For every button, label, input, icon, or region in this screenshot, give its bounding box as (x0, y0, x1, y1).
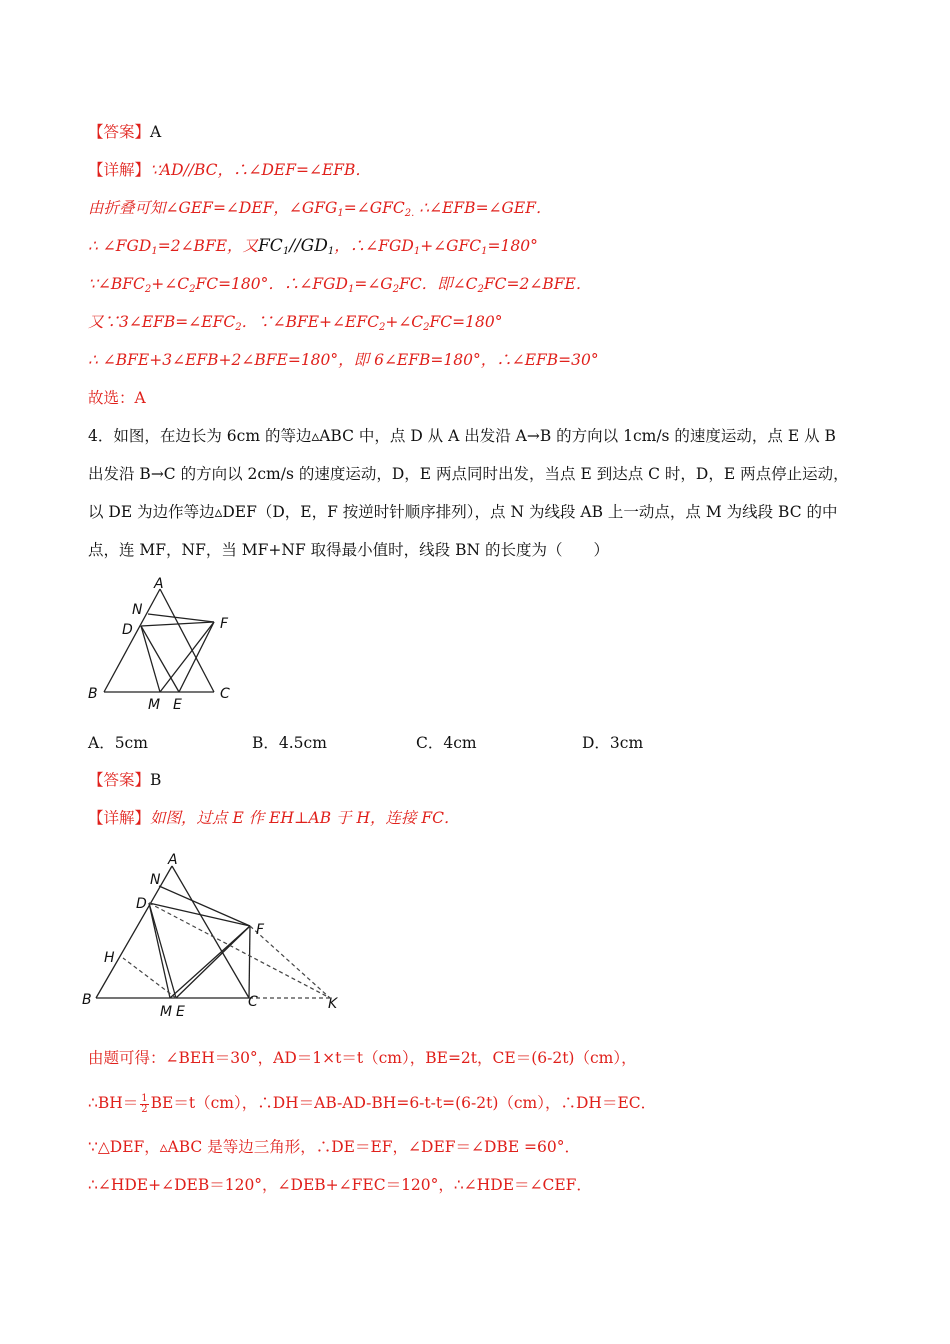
label-B: B (82, 992, 92, 1008)
label-C: C (220, 686, 230, 702)
label-E: E (176, 1004, 185, 1020)
segment-DE (141, 626, 179, 692)
q4-step-1: 由题可得：∠BEH＝30°，AD＝1×t＝t（cm），BE=2t，CE＝(6-2t)（cm）， (88, 1049, 637, 1067)
segment-AB (96, 866, 172, 998)
answer-label: 【答案】 (88, 123, 151, 141)
q4-step-3: ∵△DEF，▵ABC 是等边三角形，∴DE＝EF，∠DEF＝∠DBE =60°． (88, 1138, 581, 1156)
q3-detail-line-3: ∴ $\angle FGD_1=2\angle BFE$，又$FC_1//GD_1$，$\therefore\angle FGD_1+\angle GFC_1=180^\circ$ (88, 236, 538, 257)
segment-DF (149, 903, 250, 926)
q4-step-2: ∴BH＝ $\frac{1}{2}$ BE＝t（cm），∴DH＝AB-AD-BH=6-t-t=(6-2t)（cm），∴DH＝EC． (88, 1092, 657, 1115)
q3-detail-line-2: 由折叠可知∠GEF=∠DEF，$\angle GFG_1=\angle GFC_{2.}$ ∴∠EFB=∠GEF． (88, 199, 552, 219)
answer-value: B (150, 771, 162, 789)
q4-figure-2 (80, 846, 350, 1026)
label-M: M (160, 1004, 173, 1020)
label-M: M (148, 697, 161, 713)
label-D: D (136, 896, 147, 912)
option-a[interactable]: A．5cm (88, 734, 148, 752)
q4-stem-line-2: 出发沿 B→C 的方向以 2cm/s 的速度运动，D，E 两点同时出发，当点 E 到达点 C 时，D，E 两点停止运动， (88, 465, 849, 483)
option-b[interactable]: B．4.5cm (252, 734, 327, 752)
answer-label: 【答案】 (88, 771, 151, 789)
q4-detail-intro: 【详解】如图，过点 E 作 EH⊥AB 于 H，连接 FC． (88, 809, 460, 827)
dashed-EH (123, 958, 176, 998)
q3-answer (88, 121, 161, 143)
q4-step-4: ∴∠HDE+∠DEB＝120°，∠DEB+∠FEC＝120°，∴∠HDE＝∠CEF． (88, 1176, 592, 1194)
segment-MF (170, 926, 250, 998)
label-D: D (122, 622, 133, 638)
q4-stem-line-4: 点，连 MF，NF，当 MF+NF 取得最小值时，线段 BN 的长度为（ ） (88, 541, 609, 559)
q3-detail-line-1: 【详解】∵AD//BC，∴∠DEF=∠EFB． (88, 161, 371, 179)
label-B: B (88, 686, 98, 702)
q3-detail-line-4: $\because\angle BFC_2+\angle C_2FC=180^\circ$．$\therefore\angle FGD_1=\angle G_2FC$．即$\angle C_2FC=2\angle BFE$． (88, 275, 592, 295)
segment-DE (149, 903, 176, 998)
segment-NF (159, 886, 250, 926)
q4-figure-1 (80, 576, 250, 716)
option-d[interactable]: D．3cm (582, 734, 644, 752)
fraction-one-half: $\frac{1}{2}$ (141, 1092, 148, 1115)
label-C: C (248, 994, 258, 1010)
q3-choice: 故选：A (88, 389, 146, 407)
q4-stem-line-1: 4．如图，在边长为 6cm 的等边▵ABC 中，点 D 从 A 出发沿 A→B 的方向以 1cm/s 的速度运动，点 E 从 B (88, 427, 836, 445)
dashed-DK (149, 903, 330, 998)
label-N: N (150, 872, 161, 888)
q4-stem-line-3: 以 DE 为边作等边▵DEF（D，E，F 按逆时针顺序排列），点 N 为线段 AB 上一动点，点 M 为线段 BC 的中 (88, 503, 838, 521)
label-N: N (132, 602, 143, 618)
option-c[interactable]: C．4cm (416, 734, 477, 752)
label-F: F (220, 616, 229, 632)
label-F: F (256, 922, 265, 938)
detail-label: 【详解】 (88, 809, 151, 827)
segment-NF (148, 614, 214, 622)
segment-FC (249, 926, 250, 998)
q3-detail-line-5: 又$\because 3\angle EFB=\angle EFC_2$．$\because\angle BFE+\angle EFC_2+\angle C_2FC=180^\circ$ (88, 313, 503, 333)
answer-value: A (150, 123, 162, 141)
label-A: A (154, 576, 164, 592)
label-E: E (173, 697, 182, 713)
segment-MF (160, 622, 214, 692)
q3-detail-line-6: ∴ ∠BFE+3∠EFB+2∠BFE=180°，即 6∠EFB=180°，∴∠EFB=30° (88, 351, 599, 369)
segment-DM (141, 626, 160, 692)
detail-label: 【详解】 (88, 161, 151, 179)
q4-answer (88, 769, 161, 791)
label-H: H (104, 950, 115, 966)
label-A: A (168, 852, 178, 868)
segment-AC (172, 866, 249, 998)
label-K: K (328, 996, 338, 1012)
segment-DM (149, 903, 170, 998)
